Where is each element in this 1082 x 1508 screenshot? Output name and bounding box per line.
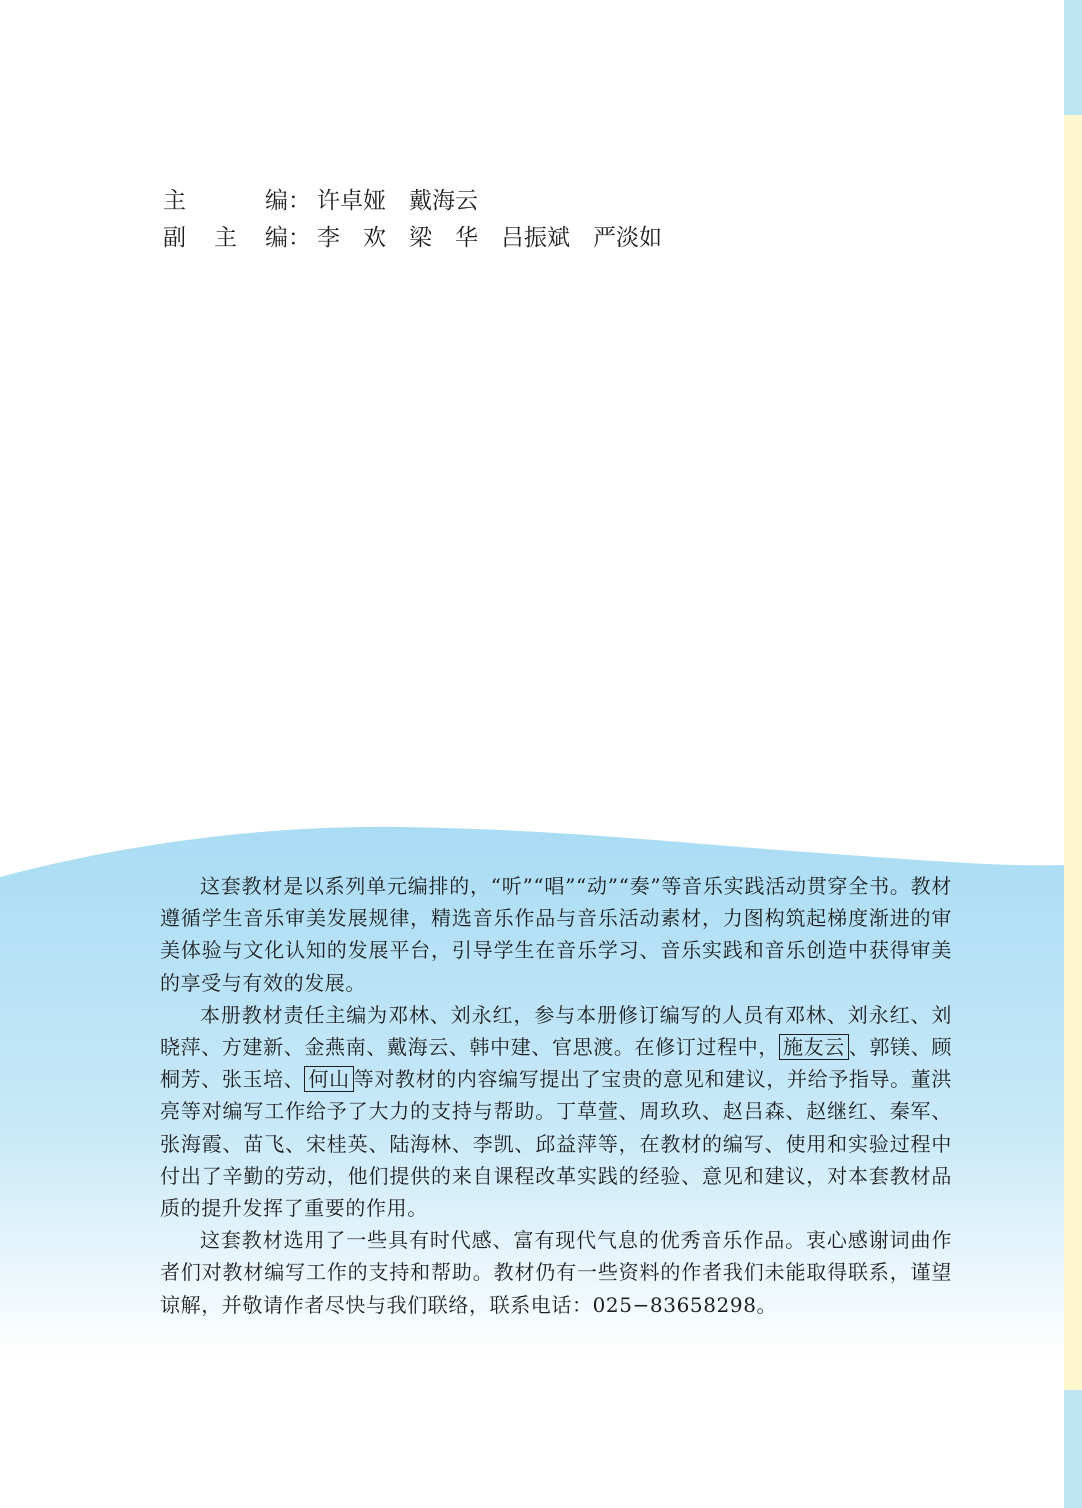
- label-char: 主: [163, 188, 186, 214]
- chief-editor-label: [163, 183, 288, 220]
- paragraph-text: 等对教材的内容编写提出了宝贵的意见和建议，并给予指导。董洪亮等对编写工作给予了大力的支持与帮助。丁草萱、周玖玖、赵吕森、赵继红、秦军、张海霞、苗飞、宋桂英、陆海林、李凯、邱益萍等，在教材的编写、使用和实验过程中付出了辛勤的劳动，他们提供的来自课程改革实践的经验、意见和建议，对本套教材品质的提升发挥了重要的作用。: [160, 1067, 953, 1221]
- label-colon: ：: [288, 188, 311, 214]
- chief-editor-row: [163, 183, 662, 220]
- chief-editor-names: 许卓娅 戴海云: [317, 188, 478, 214]
- label-char: 副: [163, 225, 186, 251]
- intro-paragraph-2: [160, 999, 952, 1224]
- paragraph-text: 、郭镁、顾桐芳、张玉培、: [160, 1035, 953, 1092]
- label-char: 编: [265, 188, 288, 214]
- boxed-name: 施友云: [779, 1034, 849, 1060]
- editor-credits: [163, 183, 662, 257]
- deputy-editor-names: 李 欢 梁 华 吕振斌 严淡如: [317, 225, 662, 251]
- label-char: 编: [265, 225, 288, 251]
- textbook-introduction: [160, 870, 952, 1321]
- intro-paragraph-1: 这套教材是以系列单元编排的，“听”“唱”“动”“奏”等音乐实践活动贯穿全书。教材遵循学生音乐审美发展规律，精选音乐作品与音乐活动素材，力图构筑起梯度渐进的审美体验与文化认知的发展平台，引导学生在音乐学习、音乐实践和音乐创造中获得审美的享受与有效的发展。: [160, 874, 952, 995]
- page-edge-strip: [1064, 0, 1082, 1508]
- boxed-name: 何山: [304, 1066, 353, 1092]
- deputy-editor-label: [163, 220, 288, 257]
- label-char: 主: [214, 225, 237, 251]
- deputy-editor-row: [163, 220, 662, 257]
- intro-paragraph-3: 这套教材选用了一些具有时代感、富有现代气息的优秀音乐作品。衷心感谢词曲作者们对教材编写工作的支持和帮助。教材仍有一些资料的作者我们未能取得联系，谨望谅解，并敬请作者尽快与我们联络，联系电话：025−83658298。: [160, 1228, 952, 1317]
- paragraph-text: 本册教材责任主编为邓林、刘永红，参与本册修订编写的人员有邓林、刘永红、刘晓萍、方建新、金燕南、戴海云、韩中建、官思渡。在修订过程中，: [160, 1002, 952, 1060]
- label-colon: ：: [288, 225, 311, 251]
